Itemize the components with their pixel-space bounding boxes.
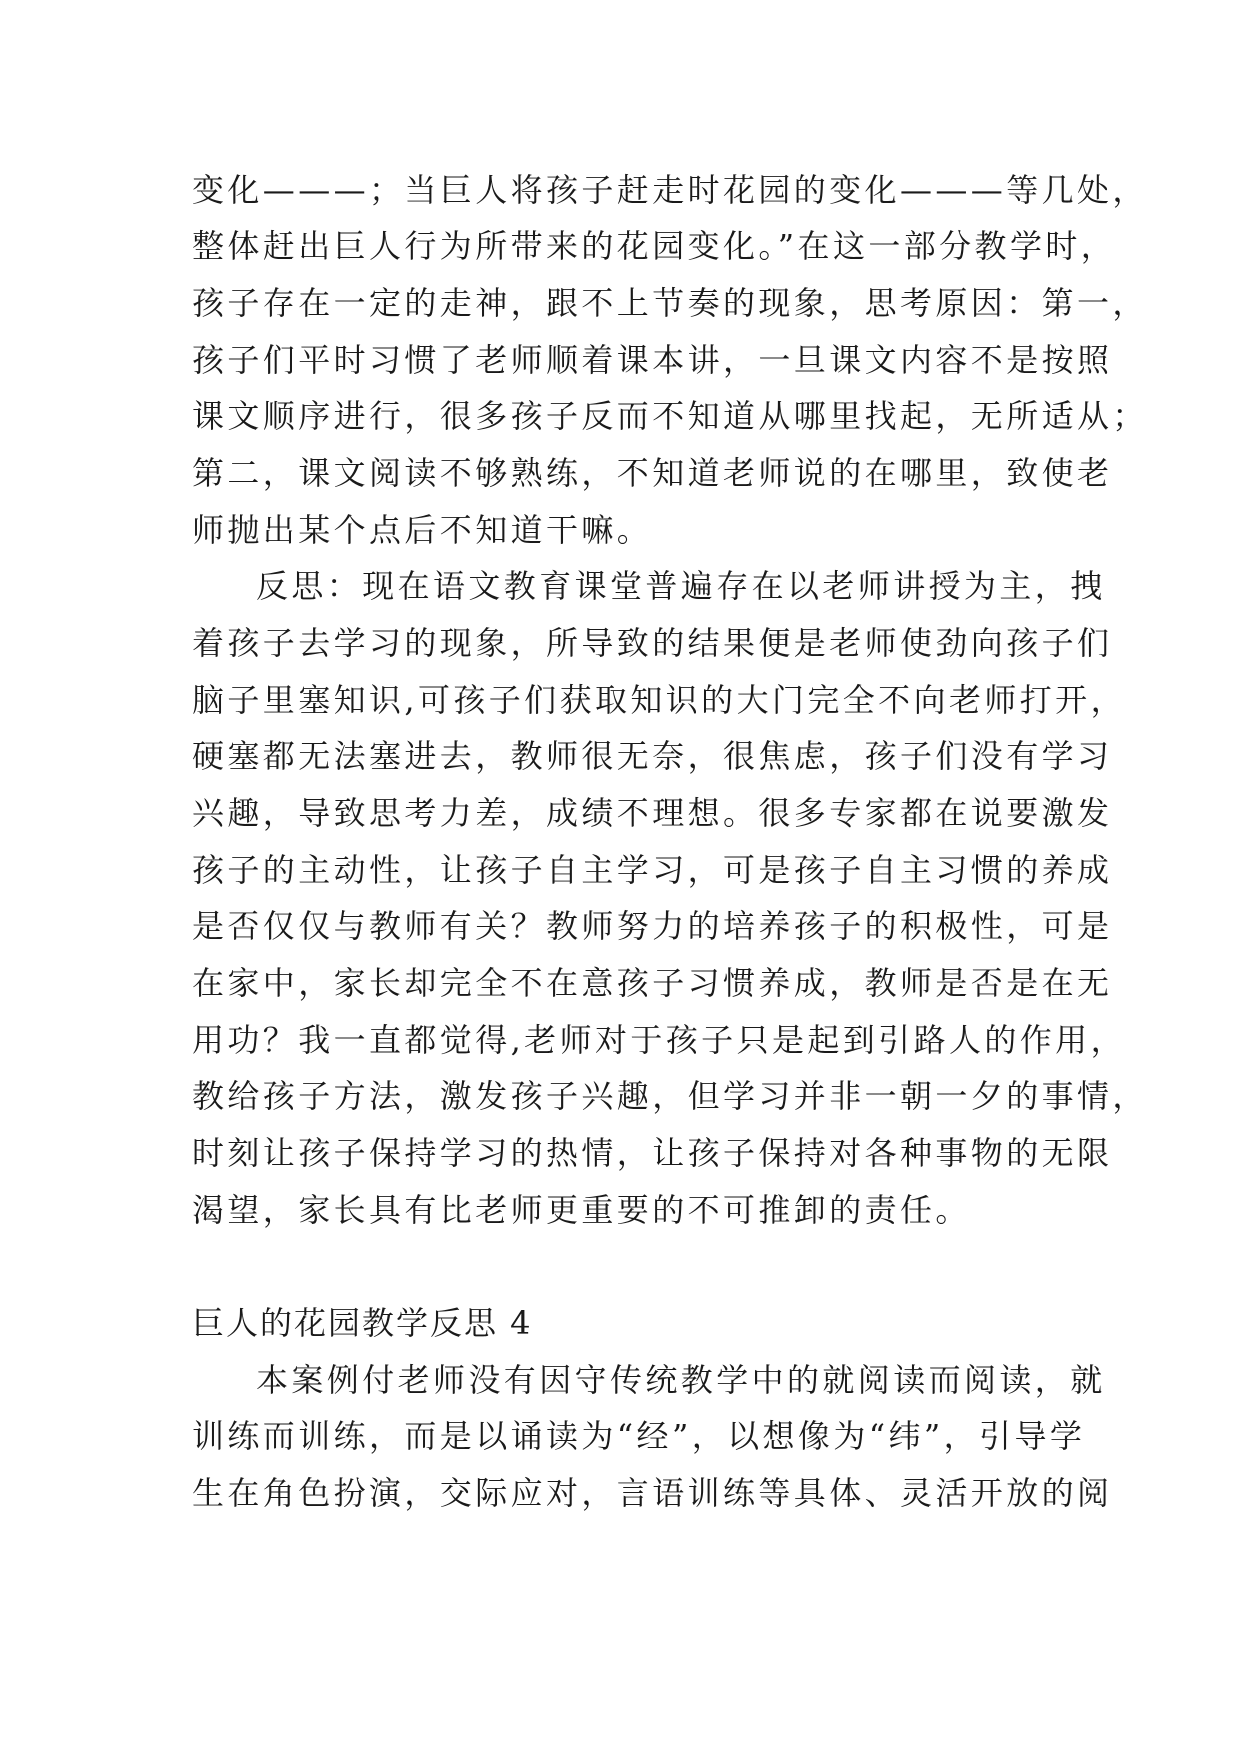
paragraph-2-line-8: 在家中，家长却完全不在意孩子习惯养成，教师是否是在无 (192, 964, 1113, 1002)
paragraph-2-line-11: 时刻让孩子保持学习的热情，让孩子保持对各种事物的无限 (192, 1134, 1113, 1172)
paragraph-2-line-6: 孩子的主动性，让孩子自主学习，可是孩子自主习惯的养成 (192, 851, 1113, 889)
paragraph-1-line-2: 整体赶出巨人行为所带来的花园变化。”在这一部分教学时， (192, 227, 1117, 265)
paragraph-1-line-4: 孩子们平时习惯了老师顺着课本讲，一旦课文内容不是按照 (192, 341, 1113, 379)
paragraph-2-line-1: 反思：现在语文教育课堂普遍存在以老师讲授为主，拽 (256, 567, 1106, 605)
paragraph-1-line-6: 第二，课文阅读不够熟练，不知道老师说的在哪里，致使老 (192, 454, 1113, 492)
paragraph-2-line-3: 脑子里塞知识,可孩子们获取知识的大门完全不向老师打开， (192, 681, 1126, 719)
paragraph-1-line-1: 变化———；当巨人将孩子赶走时花园的变化———等几处， (192, 171, 1148, 209)
paragraph-2-line-2: 着孩子去学习的现象，所导致的结果便是老师使劲向孩子们 (192, 624, 1113, 662)
paragraph-3-line-2: 训练而训练，而是以诵读为“经”，以想像为“纬”，引导学 (192, 1417, 1086, 1455)
paragraph-2-line-10: 教给孩子方法，激发孩子兴趣，但学习并非一朝一夕的事情， (192, 1077, 1148, 1115)
paragraph-1-line-3: 孩子存在一定的走神，跟不上节奏的现象，思考原因：第一， (192, 284, 1148, 322)
paragraph-2-line-12: 渴望，家长具有比老师更重要的不可推卸的责任。 (192, 1191, 971, 1229)
section-title: 巨人的花园教学反思 4 (192, 1304, 533, 1342)
paragraph-2-line-4: 硬塞都无法塞进去，教师很无奈，很焦虑，孩子们没有学习 (192, 737, 1113, 775)
paragraph-1-line-7: 师抛出某个点后不知道干嘛。 (192, 511, 653, 549)
paragraph-2-line-7: 是否仅仅与教师有关？教师努力的培养孩子的积极性，可是 (192, 907, 1113, 945)
paragraph-2-line-5: 兴趣，导致思考力差，成绩不理想。很多专家都在说要激发 (192, 794, 1113, 832)
paragraph-1-line-5: 课文顺序进行，很多孩子反而不知道从哪里找起，无所适从； (192, 397, 1148, 435)
paragraph-3-line-3: 生在角色扮演，交际应对，言语训练等具体、灵活开放的阅 (192, 1474, 1113, 1512)
paragraph-3-line-1: 本案例付老师没有因守传统教学中的就阅读而阅读，就 (256, 1361, 1106, 1399)
paragraph-2-line-9: 用功？我一直都觉得,老师对于孩子只是起到引路人的作用， (192, 1021, 1126, 1059)
